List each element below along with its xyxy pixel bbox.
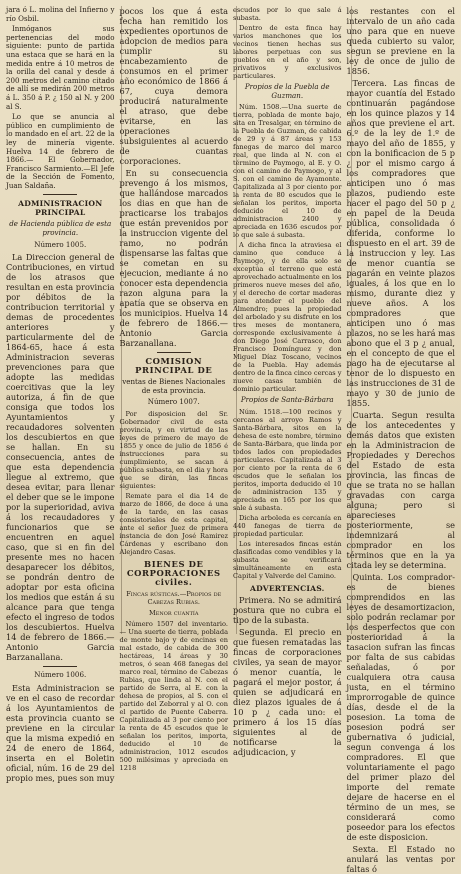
column-rule <box>236 6 237 634</box>
paragraph: Por disposicion del Sr. Gobernador civil de esta provincia, y en virtud de las leyes de primero de mayo de 1855 y once de julio de 1856 é instrucciones para su cumplimiento, se sacan á pública subasta, en el dia y hora que se dirán, las fincas siguientes: <box>119 409 228 490</box>
section-subheading: de Hacienda pública de esta provincia. <box>9 219 112 238</box>
section-heading: BIENES DE CORPORACIONES civiles. <box>126 558 221 587</box>
paragraph: escudos por lo que sale á subasta. <box>233 6 342 22</box>
paragraph: Dicha arboleda es cercanía en 440 fanegas de tierra de propiedad particular. <box>233 513 342 538</box>
paragraph: Núm. 1508.—Una suerte de tierra, poblada de monte bajo, sita en Tresalgar, en término de la Puebla de Guzman, de cabida de 29 y á 87 áreas y 153 fanegas de marco del marco real, que linda al N. con el término de Paymogo, al E. y O. con el camino de Paymogo, y al S. con el camino de Ayamonte. Capitalizada al 3 por ciento por la renta de 80 escudos que le señalan los peritos, importa deducido el 10 de administracion 2400 y apreciada en 1636 escudos por lo que sale á subasta. <box>233 103 342 240</box>
paragraph: Inmóganos sus pertenencias del modo siguiente: punto de partida una estaca que se hará en la medida entre á 10 metros de la orilla del canal y desde á 200 metros del camino citado de allí se medirán 200 metros á L. 350 á P. ¿ 150 al N. y 200 al S. <box>6 24 115 111</box>
paragraph: Segunda. El precio en que fuesen rematadas las fincas de corporaciones civiles, ya sean de mayor ó menor cuantía, le pagará el mejor postor, á quien se adjudicará en diez plazos iguales de á 10 p ¿ cada uno: el primero á los 15 días siguientes al de notificarse la adjudicacion, y <box>233 626 342 757</box>
section-heading: COMISION PRINCIPAL DE <box>135 356 213 375</box>
paragraph: Dentro de esta finca hay varios manchones que los vecinos tienen hechas sus labores perpetuas con sus pueblos en el año y son, privativos y exclusivos particulares. <box>233 24 342 80</box>
section-subheading: ventas de Bienes Nacionales de esta provincia. <box>122 377 226 395</box>
paragraph: Quinta. Los compradores de bienes comprendidos en las leyes de desamortizacion, solo podrán reclamar por los desperfectos que con posterioridad á la tasacion sufran las fincas por falta de sus cabidas señaladas, ó por cualquiera otra causa justa, en el término improrrogable de quince días, desde el de la posesion. La toma de posesion podrá ser gubernativa ó judicial, segun convenga á los compradores. El que voluntariamente el pago del primer plazo del importe del remate dejare de hacerse en el término de un mes, se considerará como poseedor para los efectos de este disposicion. <box>346 572 455 842</box>
section-heading: ADMINISTRACION PRINCIPAL <box>18 199 103 218</box>
section-heading: ADVERTENCIAS. <box>249 583 325 593</box>
column-4 <box>346 6 456 874</box>
column-1 <box>6 5 115 783</box>
separator <box>43 666 77 667</box>
paragraph: La Direccion general de Contribuciones, en virtud de los atrasos que resultan en esta provincia por débitos de la contribucion territorial y demas de procedentes anteriores y particularmente del de 1864-65, hace á esta Administracion severas prevenciones para que adopte las medidas coercitivas que la ley autoriza, á fin de que consiga que todos los Ayuntamientos y recaudadores solventen los descubiertos en que se hallan. En su consecuencia, antes de que esta dependencia llegue al extremo, que desea evitar, para llenar el deber que se le impone por la superioridad, aviva á los recaudadores y funcionarios que se encuentren en aquel caso, que si en fin del presente mes no hacen desaparecer los débitos, se pondrán dentro de adoptar por esta oficina los medios que están á su alcance para que tenga efecto el ingreso de todos los descubiertos. Huelva 14 de febrero de 1866.— Antonio Garcia Barzanallana. <box>6 252 115 663</box>
paragraph: A dicha finca la atraviesa el camino que conduce á Paymogo, y de ella solo se exceptúa el terreno que está aprovechado actualmente en los primeros nueve meses del año, y el derecho de cortar maderas para atender el pueblo del Almendro; pues la propiedad del arbolado y su disfrute en los tres meses de montanera, corresponde exclusivamente á don Diego José Carrasco, don Francisco Domínguez y don Miguel Díaz Toscano, vecinos de la Puebla. Hay además dentro de la finca cinco cercas y nueve casas también de dominio particular. <box>233 241 342 394</box>
section-subheading: Propios de Santa-Bárbara <box>240 395 334 405</box>
paragraph: jara ó L. molina del Infierno y río Osbil. <box>6 5 115 23</box>
paragraph: Esta Administracion se ve en el caso de recordar á los Ayuntamientos de esta provincia cuanto se previene en la circular que la misma expedió en 24 de enero de 1864, inserta en el Boletin oficial, núm. 16 de 29 del propio mes, pues son muy <box>6 682 115 783</box>
separator <box>43 194 77 195</box>
section-subheading: Menor cuantía <box>148 608 199 617</box>
notice-number: Número 1007. <box>147 397 200 407</box>
notice-number: Número 1005. <box>34 239 87 249</box>
section-subheading: Fincas rústicas.—Propios de Cabezas Rubias. <box>126 589 222 606</box>
column-rule <box>121 6 122 634</box>
paragraph: Número 1507 del inventario.— Una suerte de tierra, poblada de monte bajo y de encinas en mal estado, de cabida de 300 hectáreas, 14 áreas y 30 metros, ó sean 468 fanegas del marco real, término de Cabezas Rubias, que linda al N. con el partido de Serra, al E. con la dehesa de propios, al S. con el partido del Zeborral y al O. con el partido de Puente Caberra. Capitalizada al 3 por ciento por la renta de 45 escudos que le señalan los peritos, importa, deducido el 10 de administracion, 1012 escudos 500 milésimas y apreciada en 1218 <box>119 619 228 772</box>
notice-number: Número 1006. <box>34 670 87 680</box>
paragraph: Núm. 1518.—100 recinos y cercanos al arroyo Ramos y Santa-Bárbara, sitos en la dehesa de este nombre, término de Santa-Bárbara, que linda por todos lados con propiedades particulares. Capitalizada al 3 por ciento por la renta de 6 escudos que le señalan los peritos, importa deducido el 10 de administracion 135 y apreciada en 165 por los que sale á subasta. <box>233 407 342 512</box>
paragraph: pocos los que á esta fecha han remitido los expedientes oportunos de adopcion de medios para cumplir su encabezamiento de consumos en el primer año económico de 1866 á 67, cuya demora producirá naturalmente el atraso, que debe evitarse, en las operaciones subsiguientes al acuerdo de cuantas corporaciones. <box>119 6 228 166</box>
paragraph: Cuarta. Segun resulta de los antecedentes y demás datos que existen en la Administracion de Propiedades y Derechos del Estado de esta provincia, las fincas de que se trata no se hallan gravadas con carga alguna; pero si aparecieses posteriormente, se indemnizará al comprador en los términos que en la ya citada ley se determina. <box>346 410 455 570</box>
column-rule <box>351 6 352 634</box>
paragraph: Sexta. El Estado no anulará las ventas por faltas ó <box>346 844 455 874</box>
separator <box>157 352 191 353</box>
paragraph: Remate para el dia 14 de marzo de 1866, de doce á una de la tarde, en las casas consistoriales de esta capital, ante el señor Juez de primera instancia de don José Ramirez Cárdenas y escribano don Alejandro Casas. <box>119 491 228 556</box>
paragraph: Lo que se anuncia al público en cumplimiento de lo mandado en el art. 22 de la ley de minería vigente. Huelva 14 de febrero de 1866.— El Gobernador, Francisco Sarmiento.—El Jefe de la Sección de Fomento, Juan Saldaña. <box>6 112 115 190</box>
paragraph: los restantes con el intervalo de un año cada uno para que en nueve queda cubierto su valor, segun se previene en la ley de once de julio de 1856. <box>346 6 455 76</box>
column-3 <box>233 6 342 757</box>
paragraph: Tercera. Las fincas de mayor cuantía del Estado continuarán pagándose en los quince plazos y 14 años que previene el art. 6.º de la ley de 1.º de mayo del año de 1855, y con la bonificacion de 5 p ¿ por el mismo cargo á los compradores que anticipen uno ó mas plazos, pudiendo este hacer el pago del 50 p ¿ en papel de la Deuda pública, consolidada ó diferida, conforme lo dispuesto en el art. 39 de la instruccion y ley. Las de menor cuantía se pagarán en veinte plazos iguales, á los que en lo mismo, durante diez y nueve años. A los compradores que anticipen uno ó mas plazos, no se les hará mas abono que el 3 p ¿ anual, en el concepto de que el pago ha de ejecutarse al tenor de lo dispuesto en las instrucciones de 31 de mayo y 30 de junio de 1855. <box>346 78 456 408</box>
paragraph: Los interesados fincas están clasificadas como vendibles y la subasta se verificará simultáneamente en esta Capital y Valverde del Camino. <box>233 539 342 580</box>
section-subheading: Propios de la Puebla de Guzman. <box>244 82 330 100</box>
paragraph: Primera. No se admitirá postura que no cubra el tipo de la subasta. <box>233 594 342 625</box>
column-2 <box>119 6 229 772</box>
paragraph: En su consecuencia prevengo á los mismos, que hallándose marcados los dias en que han de practicarse los trabajos que están prevenidos por la instruccion vigente del ramo, no podrán dispensarse las faltas que se cometan en su ejecucion, mediante á no conocer esta dependencia razon alguna para la apatía que se observa en los municipios. Huelva 14 de febrero de 1866.—Antonio Garcia Barzanallana. <box>119 168 228 348</box>
